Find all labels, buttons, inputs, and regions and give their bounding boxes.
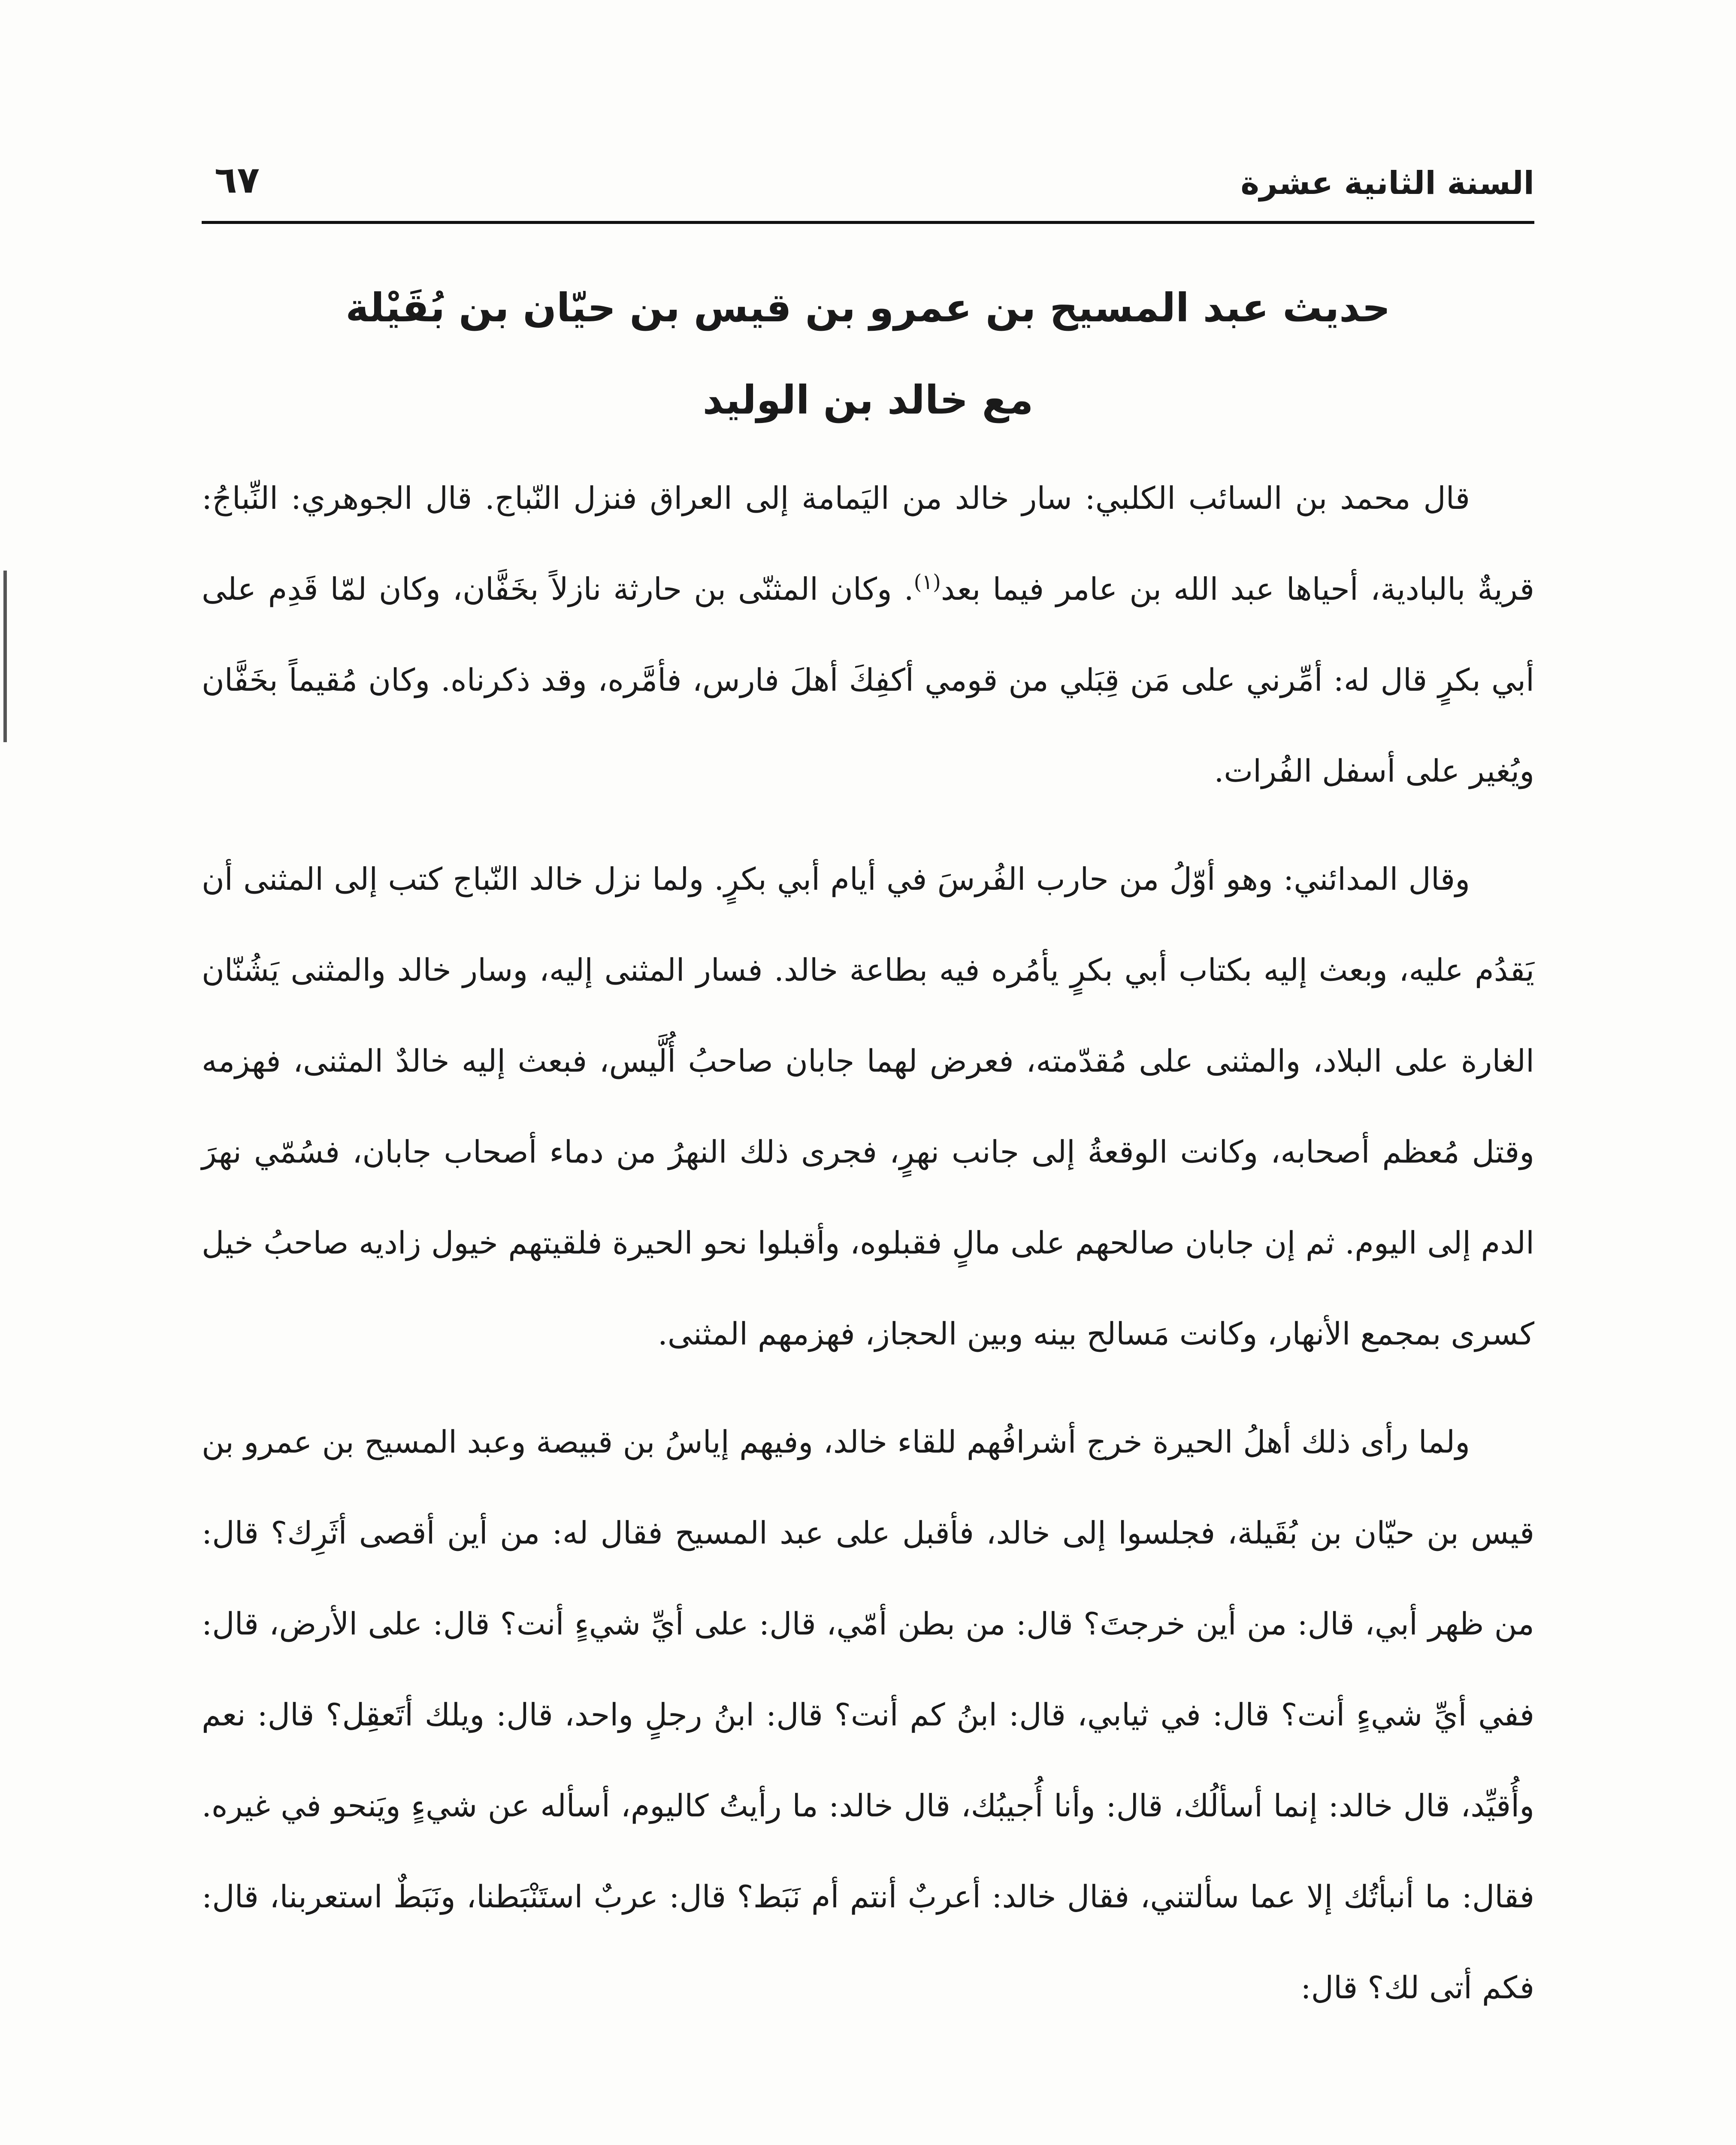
scan-edge-mark [3,571,7,742]
chapter-title [202,262,1534,446]
header-rule [202,221,1534,224]
paragraph-1-part-b: . وكان المثنّى بن حارثة نازلاً بخَفَّان، وكان لمّا قَدِم على أبي بكرٍ قال له: أمِّرني على مَن قِبَلي من قومي أكفِكَ أهلَ فارس، فأمَّره، وقد ذكرناه. وكان مُقيماً بخَفَّان ويُغير على أسفل الفُرات. [202,571,1534,789]
running-title: السنة الثانية عشرة [1240,165,1534,202]
chapter-title-line-2: مع خالد بن الوليد [702,377,1034,423]
running-header [202,154,1534,202]
footnote-reference: (١) [913,570,941,594]
paragraph-1-part-a: قال محمد بن السائب الكلبي: سار خالد من اليَمامة إلى العراق فنزل النّباج. قال الجوهري: النِّباجُ: قريةٌ بالبادية، أحياها عبد الله بن عامر فيما بعد [202,480,1534,607]
page-number: ٦٧ [215,159,260,202]
paragraph-3: ولما رأى ذلك أهلُ الحيرة خرج أشرافُهم للقاء خالد، وفيهم إياسُ بن قبيصة وعبد المسيح بن عمرو بن قيس بن حيّان بن بُقَيلة، فجلسوا إلى خالد، فأقبل على عبد المسيح فقال له: من أين أقصى أثَرِك؟ قال: من ظهر أبي، قال: من أين خرجتَ؟ قال: من بطن أمّي، قال: على أيِّ شيءٍ أنت؟ قال: على الأرض، قال: ففي أيِّ شيءٍ أنت؟ قال: في ثيابي، قال: ابنُ كم أنت؟ قال: ابنُ رجلٍ واحد، قال: ويلك أتَعقِل؟ قال: نعم وأُقيِّد، قال خالد: إنما أسألُك، قال: وأنا أُجيبُك، قال خالد: ما رأيتُ كاليوم، أسأله عن شيءٍ ويَنحو في غيره. فقال: ما أنبأتُك إلا عما سألتني، فقال خالد: أعربٌ أنتم أم نَبَط؟ قال: عربٌ استَنْبَطنا، ونَبَطٌ استعربنا، قال: فكم أتى لك؟ قال: [202,1424,1534,2006]
paragraph-2: وقال المدائني: وهو أوّلُ من حارب الفُرسَ في أيام أبي بكرٍ. ولما نزل خالد النّباج كتب إلى المثنى أن يَقدُم عليه، وبعث إليه بكتاب أبي بكرٍ يأمُره فيه بطاعة خالد. فسار المثنى إليه، وسار خالد والمثنى يَشُنّان الغارة على البلاد، والمثنى على مُقدّمته، فعرض لهما جابان صاحبُ أُلَّيس، فبعث إليه خالدٌ المثنى، فهزمه وقتل مُعظم أصحابه، وكانت الوقعةُ إلى جانب نهرٍ، فجرى ذلك النهرُ من دماء أصحاب جابان، فسُمّي نهرَ الدم إلى اليوم. ثم إن جابان صالحهم على مالٍ فقبلوه، وأقبلوا نحو الحيرة فلقيتهم خيول زاديه صاحبُ خيل كسرى بمجمع الأنهار، وكانت مَسالح بينه وبين الحجاز، فهزمهم المثنى. [202,861,1534,1352]
paragraph-1 [202,453,1534,816]
body-text [202,453,1534,2050]
chapter-title-line-1: حديث عبد المسيح بن عمرو بن قيس بن حيّان بن بُقَيْلة [345,285,1391,331]
